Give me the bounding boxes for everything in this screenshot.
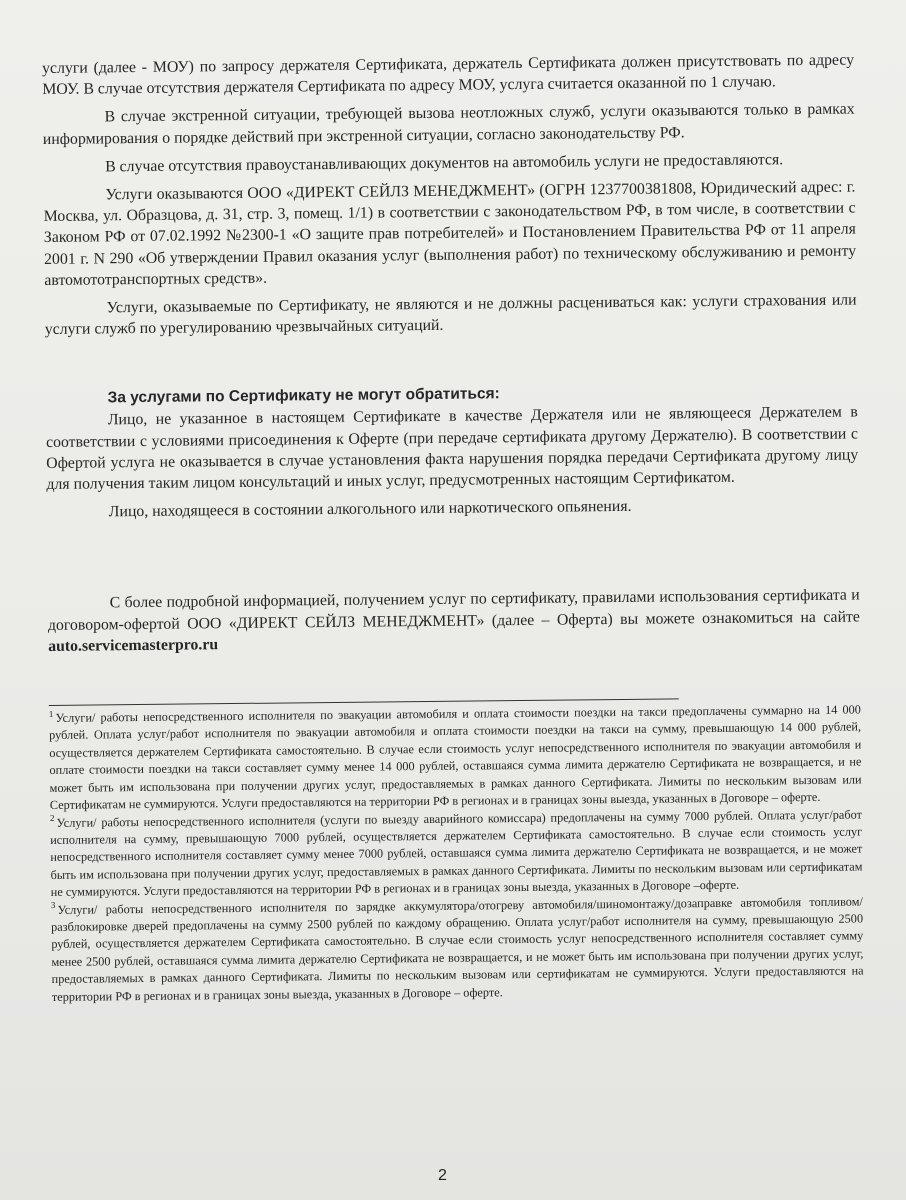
footnote-3 xyxy=(51,893,864,1006)
footnote-2 xyxy=(50,806,863,902)
paragraph-documents: В случае отсутствия правоустанавливающих документов на автомобиль услуги не предоставляются. xyxy=(105,151,784,176)
paragraph-intoxicated: Лицо, находящееся в состоянии алкогольного или наркотического опьянения. xyxy=(108,498,632,521)
paragraph-emergency: В случае экстренной ситуации, требующей вызова неотложных служб, услуги оказываются только в рамках информирования о порядке действий при экстренной ситуации, согласно законодательству РФ. xyxy=(42,100,855,148)
paragraph-not-insurance: Услуги, оказываемые по Сертификату, не являются и не должны расцениваться как: услуги страхования или услуги служб по урегулированию чрезвычайных ситуаций. xyxy=(44,291,857,339)
footnotes xyxy=(49,702,864,1006)
footnote-3-number: 3 xyxy=(50,900,56,911)
website-link[interactable]: auto.servicemasterpro.ru xyxy=(48,636,219,655)
footnote-1-text: Услуги/ работы непосредственного исполнителя по эвакуации автомобиля и оплата стоимости поездки на такси предоплачены суммарно на 14 000 рублей. Оплата услуг/работ исполнителя по эвакуации автомобиля и оплата стоимости поездки на такси на сумму, превышающую 14 000 рублей, осуществляется держателем Сертификата самостоятельно. В случае если стоимость услуг непосредственного исполнителя по эвакуации автомобиля и оплате стоимости поездки на такси составляет сумму менее 14 000 рублей, оставшаяся сумма лимита держателю Сертификата не возвращается, и не может быть им использована при получении других услуг, предоставляемых в рамках данного Сертификата. Лимиты по нескольким вызовам или Сертификатам не суммируются. Услуги предоставляются на территории РФ в регионах и в границах зоны выезда, указанных в Договоре – оферте. xyxy=(49,702,862,813)
paragraph-not-holder: Лицо, не указанное в настоящем Сертификате в качестве Держателя или не являющееся Держателем в соответствии с условиями присоединения к Оферте (при передаче сертификата другому Держателю). В соответствии с Офертой услуга не оказывается в случае установления факта нарушения порядка передачи Сертификата другому лицу для получения таким лицом консультаций и иных услуг, предусмотренных настоящим Сертификатом. xyxy=(45,403,859,494)
paragraph-provider: Услуги оказываются ООО «ДИРЕКТ СЕЙЛЗ МЕНЕДЖМЕНТ» (ОГРН 1237700381808, Юридический адрес: г. Москва, ул. Образцова, д. 31, стр. 3, помещ. 1/1) в соответствии с законодательством РФ, в том числе, в соответствии с Законом РФ от 07.02.1992 №2300-1 «О защите прав потребителей» и Постановлением Правительства РФ от 11 апреля 2001 г. N 290 «Об утверждении Правил оказания услуг (выполнения работ) по техническому обслуживанию и ремонту автомототранспортных средств». xyxy=(43,178,857,289)
page-number: 2 xyxy=(438,1167,447,1184)
footnote-3-text: Услуги/ работы непосредственного исполнителя по зарядке аккумулятора/отогреву автомобиля/шиномонтажу/дозаправке автомобиля топливом/разблокировке дверей предоплачены на сумму 2500 рублей по каждому обращению. Оплата услуг/работ исполнителя на сумму, превышающую 2500 рублей, осуществляется держателем Сертификата самостоятельно. В случае если стоимость услуг непосредственного исполнителя составляет сумму менее 2500 рублей, оставшаяся сумма лимита держателю Сертификата не возвращается, и не может быть им использована при получении других услуг, предоставляемых в рамках данного Сертификата. Лимиты по нескольким вызовам или сертификатам не суммируются. Услуги предоставляются на территории РФ в регионах и в границах зоны выезда, указанных в Договоре – оферте. xyxy=(51,893,864,1004)
footnote-2-number: 2 xyxy=(49,813,55,824)
footnote-1 xyxy=(49,702,862,815)
footnote-1-number: 1 xyxy=(48,708,54,719)
footnote-2-text: Услуги/ работы непосредственного исполнителя (услуги по выезду аварийного комиссара) предоплачены на сумму 7000 рублей. Оплата услуг/работ исполнителя на сумму, превышающую 7000 рублей, осуществляется держателем Сертификата самостоятельно. В случае если стоимость услуг непосредственного исполнителя составляет сумму менее 7000 рублей, оставшаяся сумма лимита держателю Сертификата не возвращается, и не может быть им использована при получении других услуг, предоставляемых в рамках данного Сертификата. Лимиты по нескольким вызовам или сертификатам не суммируются. Услуги предоставляются на территории РФ в регионах и в границах зоны выезда, указанных в Договоре –оферте. xyxy=(50,806,863,900)
more-info-text: С более подробной информацией, получением услуг по сертификату, правилами использования сертификата и договором-офертой ООО «ДИРЕКТ СЕЙЛЗ МЕНЕДЖМЕНТ» (далее – Оферта) вы можете ознакомиться на сайте xyxy=(47,586,860,634)
page-content xyxy=(42,49,864,1005)
main-text xyxy=(42,49,860,657)
paragraph-more-info xyxy=(48,585,861,657)
paragraph-continuation: услуги (далее - МОУ) по запросу держателя Сертификата, держатель Сертификата должен присутствовать по адресу МОУ. В случае отсутствия держателя Сертификата по адресу МОУ, услуга считается оказанной по 1 случаю. xyxy=(42,51,855,99)
section-heading: За услугами по Сертификату не могут обратиться: xyxy=(107,385,500,407)
